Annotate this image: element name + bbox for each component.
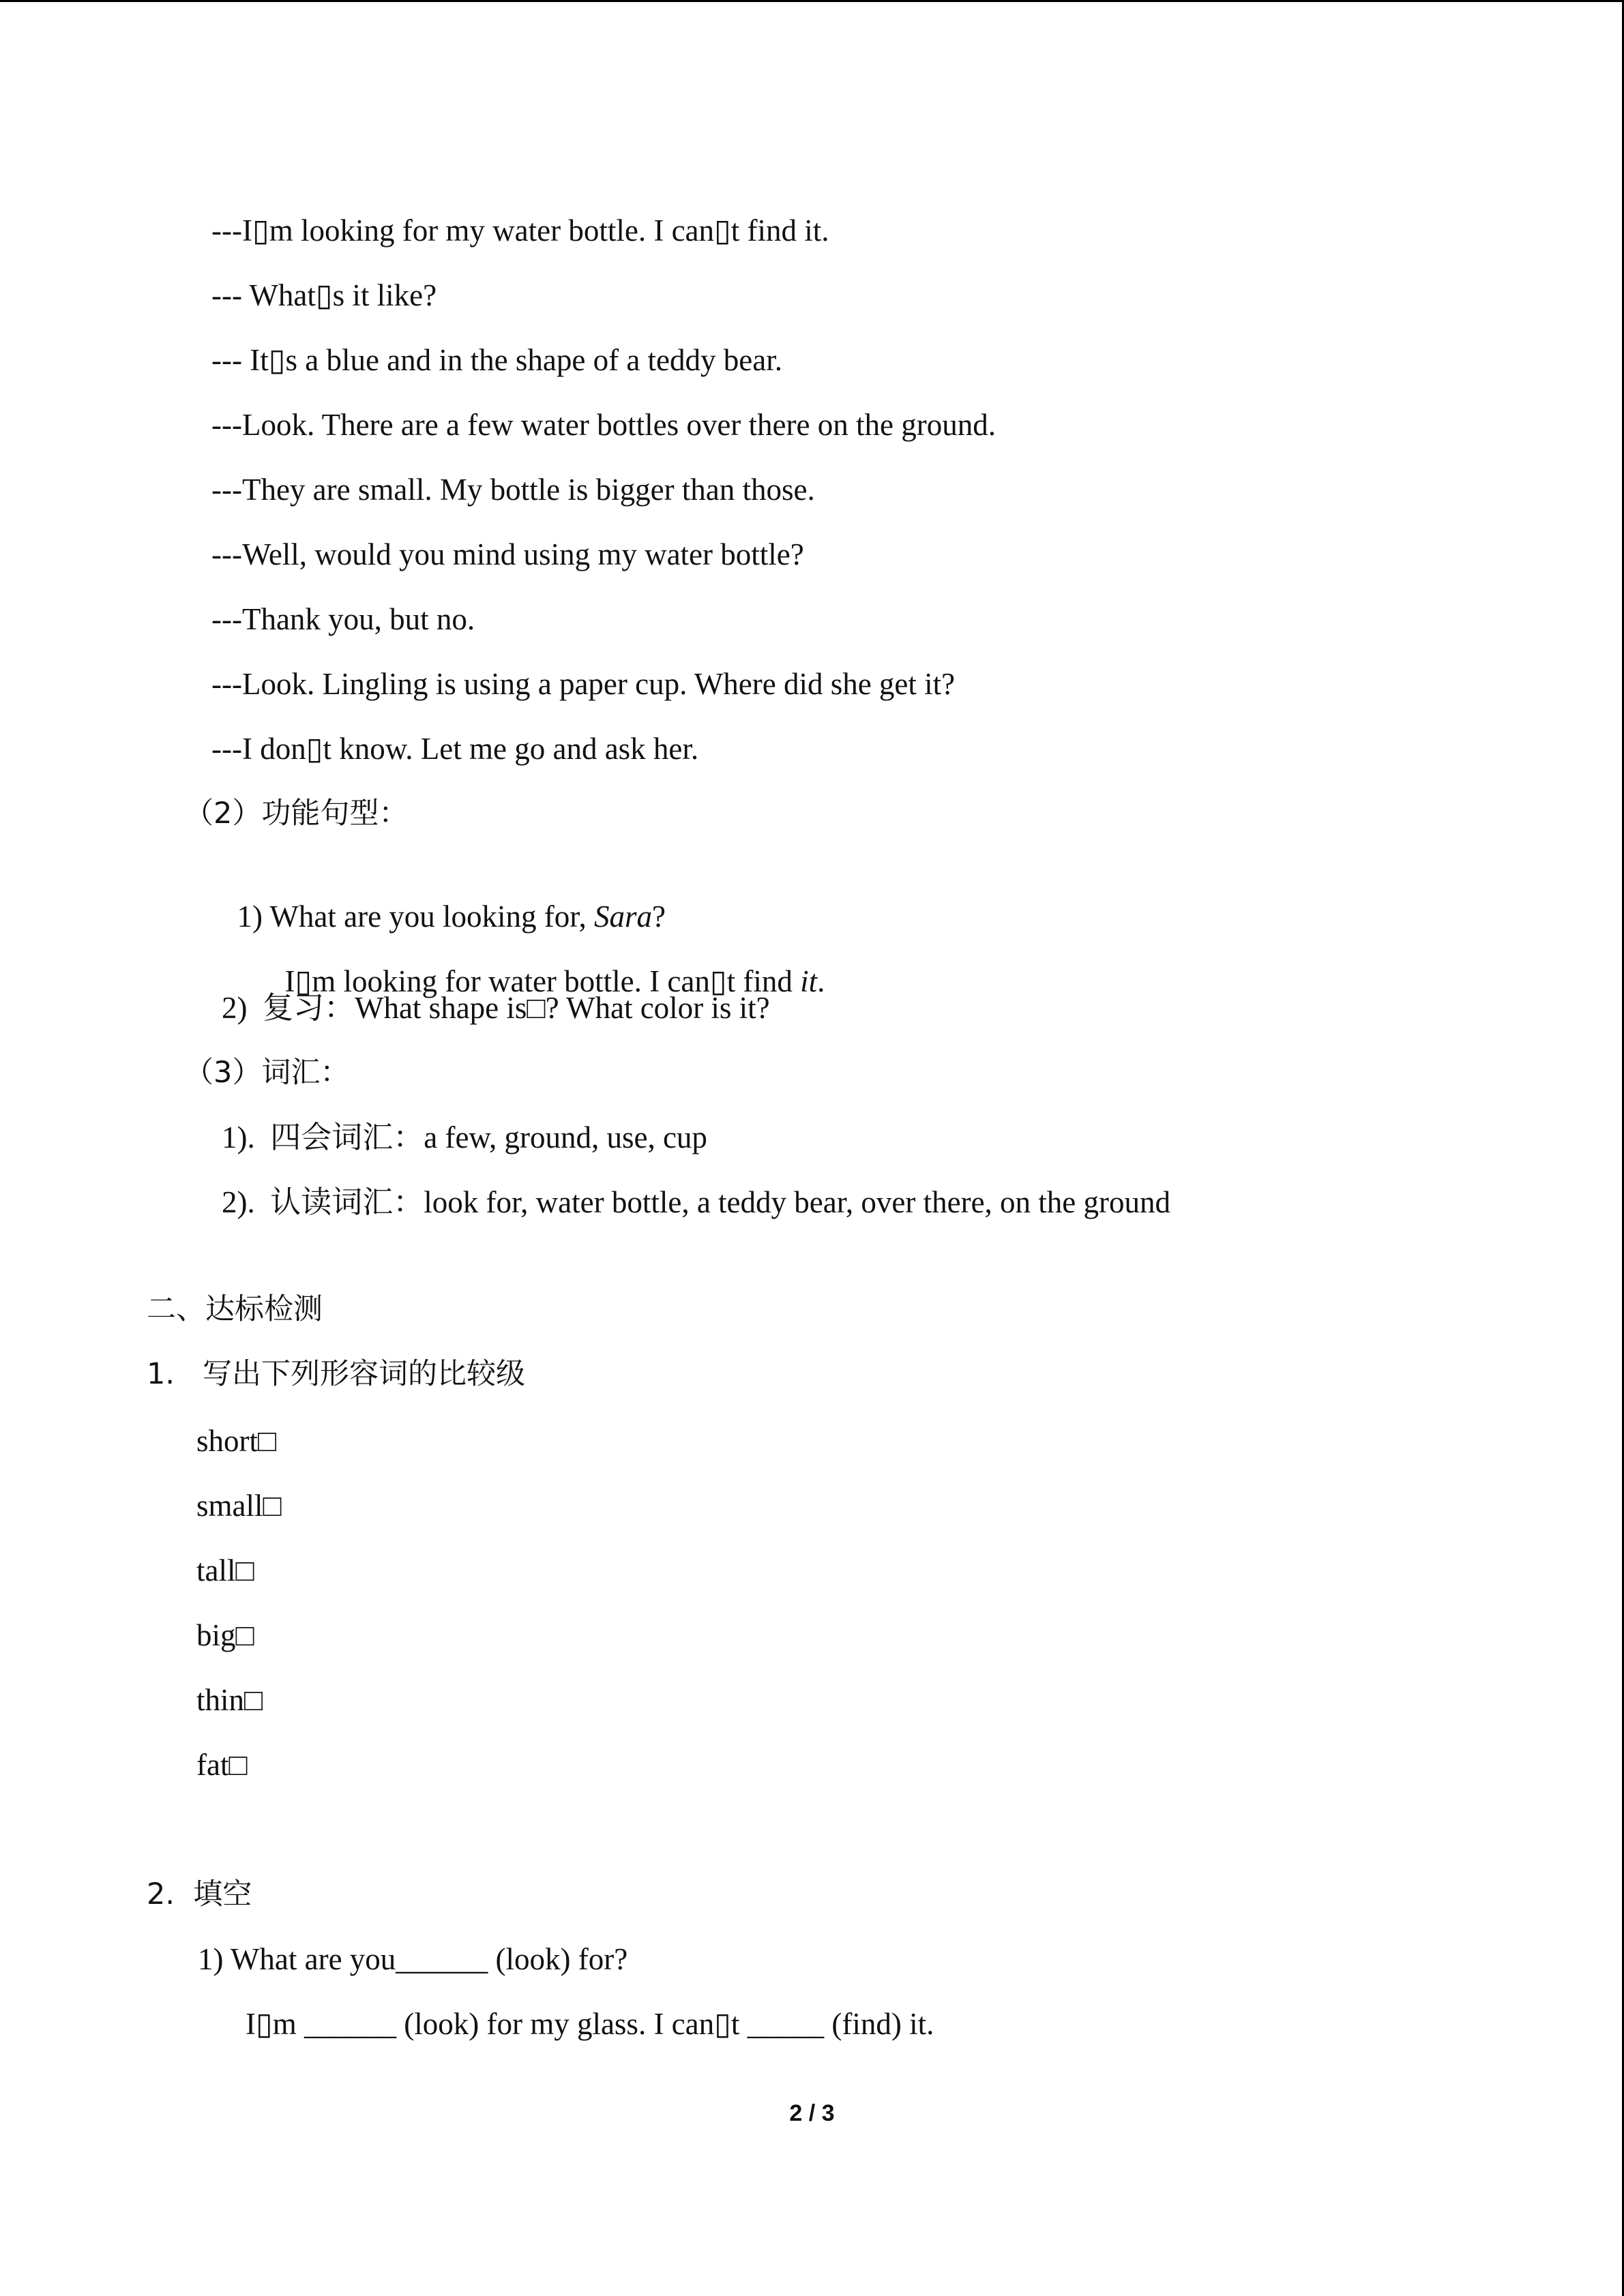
comparative-word-thin: thin□ xyxy=(196,1683,263,1717)
vocabulary-four-skills: 1). 四会词汇：a few, ground, use, cup xyxy=(222,1120,707,1154)
function-sentence-2: 2) 复习：What shape is□? What color is it? xyxy=(222,991,770,1025)
dialogue-line-8: ---Look. Lingling is using a paper cup. Where did she get it? xyxy=(211,667,956,701)
comparative-word-short: short□ xyxy=(196,1424,277,1458)
page-number: 2 / 3 xyxy=(789,2100,835,2126)
question-1-heading: 1. 写出下列形容词的比较级 xyxy=(147,1357,526,1391)
comparative-word-small: small□ xyxy=(196,1489,282,1523)
part-2-heading: 二、达标检测 xyxy=(147,1292,323,1326)
section-2-heading: （2）功能句型： xyxy=(184,796,409,831)
dialogue-line-7: ---Thank you, but no. xyxy=(211,602,475,636)
dialogue-line-5: ---They are small. My bottle is bigger than those. xyxy=(211,473,815,507)
function-sentence-1-suffix: ? xyxy=(652,899,666,934)
function-answer-suffix: . xyxy=(817,964,825,998)
function-answer-word: it xyxy=(800,964,818,998)
dialogue-line-1: ---I▯m looking for my water bottle. I can▯t find it. xyxy=(211,213,829,248)
dialogue-line-3: --- It▯s a blue and in the shape of a teddy bear. xyxy=(211,343,782,377)
comparative-word-big: big□ xyxy=(196,1618,254,1652)
dialogue-line-9: ---I don▯t know. Let me go and ask her. xyxy=(211,732,699,766)
function-sentence-1-prefix: 1) What are you looking for, xyxy=(237,899,594,934)
page-top-border xyxy=(0,0,1624,2)
dialogue-line-2: --- What▯s it like? xyxy=(211,278,437,312)
function-answer-prefix: I▯m looking for water bottle. I can▯t find xyxy=(284,964,801,998)
vocabulary-reading: 2). 认读词汇：look for, water bottle, a teddy bear, over there, on the ground xyxy=(222,1185,1171,1219)
dialogue-line-4: ---Look. There are a few water bottles over there on the ground. xyxy=(211,408,996,442)
fill-blank-item-1: 1) What are you______ (look) for? xyxy=(198,1942,628,1976)
comparative-word-fat: fat□ xyxy=(196,1748,248,1782)
question-2-heading: 2. 填空 xyxy=(147,1877,252,1911)
dialogue-line-6: ---Well, would you mind using my water bottle? xyxy=(211,537,804,571)
section-3-heading: （3）词汇： xyxy=(184,1056,350,1090)
function-sentence-1-name: Sara xyxy=(593,899,652,934)
comparative-word-tall: tall□ xyxy=(196,1553,254,1587)
fill-blank-item-1-answer: I▯m ______ (look) for my glass. I can▯t _____ (find) it. xyxy=(246,2007,934,2041)
